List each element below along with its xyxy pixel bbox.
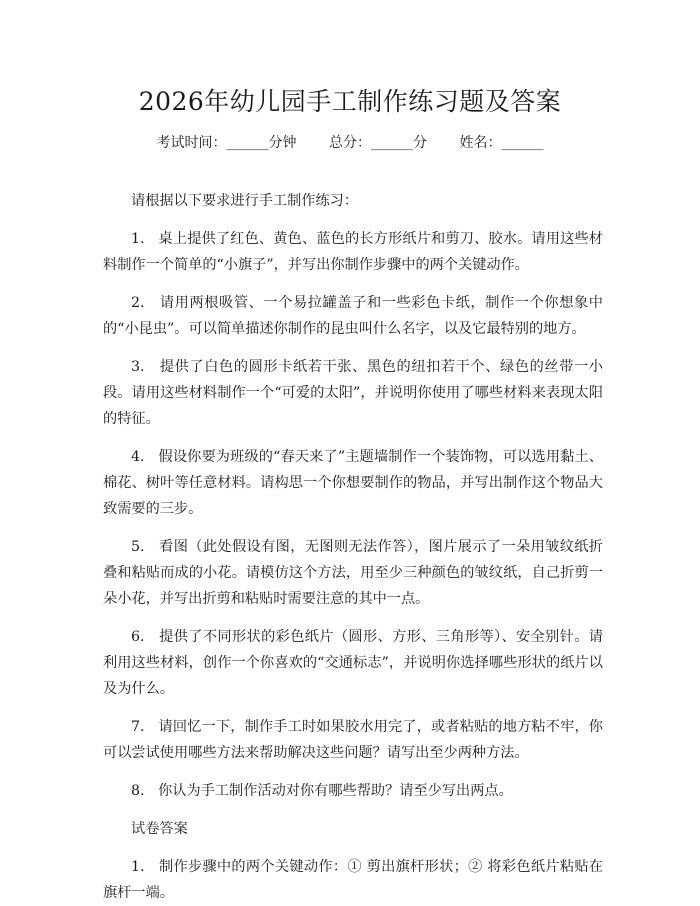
question-7: 7. 请回忆一下，制作手工时如果胶水用完了，或者粘贴的地方粘不牢，你可以尝试使用哪些方法来帮助解决这些问题？请写出至少两种方法。 [103,719,603,761]
question-1: 1. 桌上提供了红色、黄色、蓝色的长方形纸片和剪刀、胶水。请用这些材料制作一个简单的“小旗子”，并写出你制作步骤中的两个关键动作。 [103,231,603,273]
question-5: 5. 看图（此处假设有图，无图则无法作答），图片展示了一朵用皱纹纸折叠和粘贴而成的小花。请模仿这个方法，用至少三种颜色的皱纹纸，自己折剪一朵小花，并写出折剪和粘贴时需要注意的其中一点。 [103,539,603,607]
document-title: 2026年幼儿园手工制作练习题及答案 [138,87,562,116]
student-name-field: 姓名：______ [459,135,544,151]
total-score-field: 总分：______分 [329,135,427,151]
exam-content [103,188,603,906]
answer-1: 1. 制作步骤中的两个关键动作：① 剪出旗杆形状；② 将彩色纸片粘贴在旗杆一端。 [103,859,603,901]
exam-time-field: 考试时间：______分钟 [156,135,297,151]
answers-heading: 试卷答案 [131,821,188,837]
question-2: 2. 请用两根吸管、一个易拉罐盖子和一些彩色卡纸，制作一个你想象中的“小昆虫”。可以简单描述你制作的昆虫叫什么名字，以及它最特别的地方。 [103,295,603,337]
instructions: 请根据以下要求进行手工制作练习： [131,193,359,209]
question-6: 6. 提供了不同形状的彩色纸片（圆形、方形、三角形等）、安全别针。请利用这些材料，创作一个你喜欢的“交通标志”，并说明你选择哪些形状的纸片以及为什么。 [103,629,603,697]
exam-meta [0,132,700,152]
question-4: 4. 假设你要为班级的“春天来了”主题墙制作一个装饰物，可以选用黏土、棉花、树叶等任意材料。请构思一个你想要制作的物品，并写出制作这个物品大致需要的三步。 [103,449,603,517]
question-3: 3. 提供了白色的圆形卡纸若干张、黑色的纽扣若干个、绿色的丝带一小段。请用这些材料制作一个“可爱的太阳”，并说明你使用了哪些材料来表现太阳的特征。 [103,359,603,427]
question-8: 8. 你认为手工制作活动对你有哪些帮助？请至少写出两点。 [131,783,513,799]
